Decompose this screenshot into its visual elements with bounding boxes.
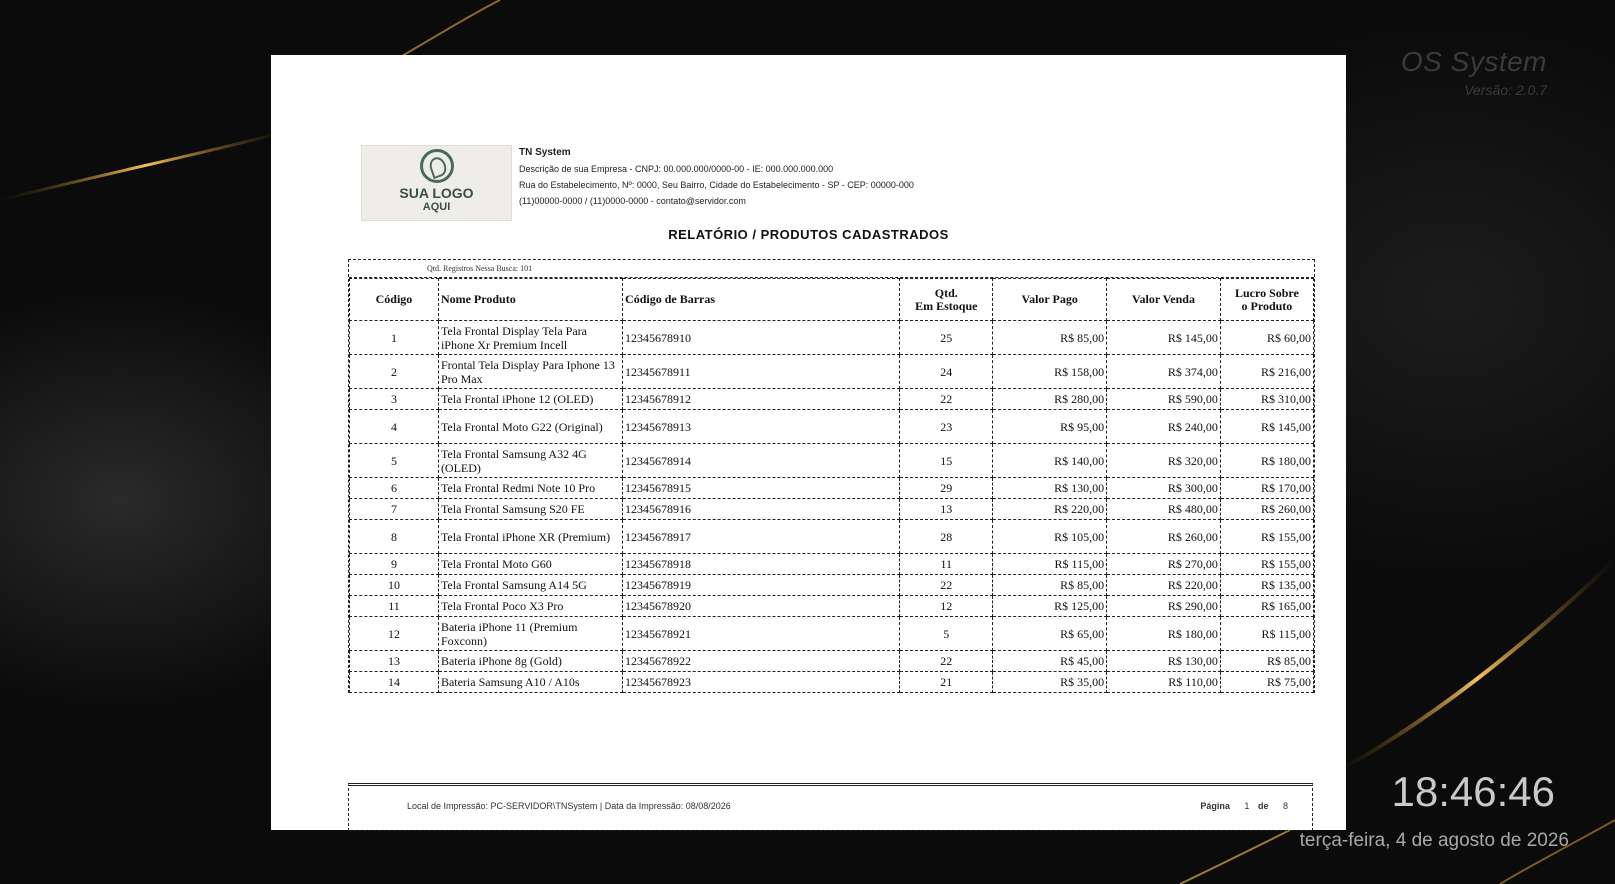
- cell-name: Bateria iPhone 8g (Gold): [438, 651, 622, 672]
- cell-name: Tela Frontal Moto G22 (Original): [438, 410, 622, 444]
- cell-qty: 15: [900, 444, 993, 478]
- cell-code: 8: [350, 520, 439, 554]
- page-current: 1: [1244, 801, 1250, 811]
- cell-code: 13: [350, 651, 439, 672]
- cell-profit: R$ 135,00: [1220, 575, 1313, 596]
- cell-profit: R$ 165,00: [1220, 596, 1313, 617]
- col-header-code: Código: [350, 279, 439, 321]
- cell-code: 9: [350, 554, 439, 575]
- cell-paid: R$ 140,00: [993, 444, 1107, 478]
- table-row: [350, 444, 1314, 478]
- cell-sale: R$ 290,00: [1107, 596, 1221, 617]
- cell-barcode: 12345678920: [623, 596, 900, 617]
- cell-name: Tela Frontal Samsung A14 5G: [438, 575, 622, 596]
- cell-code: 12: [350, 617, 439, 651]
- page-indicator: [1200, 801, 1294, 811]
- cell-paid: R$ 158,00: [993, 355, 1107, 389]
- app-branding: [1401, 46, 1547, 98]
- cell-qty: 13: [900, 499, 993, 520]
- col-header-paid: Valor Pago: [993, 279, 1107, 321]
- cell-name: Tela Frontal Poco X3 Pro: [438, 596, 622, 617]
- company-contact: (11)00000-0000 / (11)0000-0000 - contato@servidor.com: [519, 196, 746, 206]
- cell-code: 14: [350, 672, 439, 693]
- cell-paid: R$ 115,00: [993, 554, 1107, 575]
- cell-code: 7: [350, 499, 439, 520]
- col-header-sale: Valor Venda: [1107, 279, 1221, 321]
- col-header-barcode: Código de Barras: [623, 279, 900, 321]
- cell-paid: R$ 125,00: [993, 596, 1107, 617]
- cell-sale: R$ 480,00: [1107, 499, 1221, 520]
- col-header-qty: Qtd. Em Estoque: [900, 279, 993, 321]
- cell-paid: R$ 130,00: [993, 478, 1107, 499]
- cell-qty: 25: [900, 321, 993, 355]
- cell-qty: 28: [900, 520, 993, 554]
- cell-barcode: 12345678913: [623, 410, 900, 444]
- cell-name: Bateria Samsung A10 / A10s: [438, 672, 622, 693]
- cell-code: 11: [350, 596, 439, 617]
- table-row: [350, 389, 1314, 410]
- cell-name: Tela Frontal Samsung S20 FE: [438, 499, 622, 520]
- cell-paid: R$ 85,00: [993, 321, 1107, 355]
- cell-sale: R$ 374,00: [1107, 355, 1221, 389]
- cell-qty: 24: [900, 355, 993, 389]
- table-row: [350, 575, 1314, 596]
- logo-text-line2: AQUI: [422, 201, 451, 213]
- cell-qty: 12: [900, 596, 993, 617]
- cell-barcode: 12345678919: [623, 575, 900, 596]
- table-row: [350, 478, 1314, 499]
- table-header-row: [350, 279, 1314, 321]
- cell-sale: R$ 130,00: [1107, 651, 1221, 672]
- cell-profit: R$ 60,00: [1220, 321, 1313, 355]
- cell-barcode: 12345678911: [623, 355, 900, 389]
- products-table: [349, 278, 1314, 693]
- cell-sale: R$ 220,00: [1107, 575, 1221, 596]
- cell-name: Tela Frontal Samsung A32 4G (OLED): [438, 444, 622, 478]
- cell-paid: R$ 220,00: [993, 499, 1107, 520]
- table-row: [350, 596, 1314, 617]
- cell-paid: R$ 280,00: [993, 389, 1107, 410]
- app-version: Versão: 2.0.7: [1464, 82, 1547, 98]
- cell-profit: R$ 85,00: [1220, 651, 1313, 672]
- cell-sale: R$ 240,00: [1107, 410, 1221, 444]
- page-label: Página: [1200, 801, 1230, 811]
- cell-barcode: 12345678921: [623, 617, 900, 651]
- cell-profit: R$ 115,00: [1220, 617, 1313, 651]
- cell-qty: 22: [900, 575, 993, 596]
- clock-date: terça-feira, 4 de agosto de 2026: [1299, 830, 1569, 851]
- cell-qty: 29: [900, 478, 993, 499]
- cell-name: Tela Frontal iPhone 12 (OLED): [438, 389, 622, 410]
- cell-paid: R$ 105,00: [993, 520, 1107, 554]
- cell-barcode: 12345678914: [623, 444, 900, 478]
- logo-emblem-icon: [420, 149, 454, 183]
- table-row: [350, 554, 1314, 575]
- cell-qty: 23: [900, 410, 993, 444]
- cell-sale: R$ 590,00: [1107, 389, 1221, 410]
- cell-code: 6: [350, 478, 439, 499]
- products-table-container: [348, 259, 1315, 693]
- cell-name: Frontal Tela Display Para Iphone 13 Pro Max: [438, 355, 622, 389]
- table-row: [350, 499, 1314, 520]
- cell-code: 3: [350, 389, 439, 410]
- cell-profit: R$ 170,00: [1220, 478, 1313, 499]
- cell-barcode: 12345678915: [623, 478, 900, 499]
- cell-barcode: 12345678916: [623, 499, 900, 520]
- cell-barcode: 12345678918: [623, 554, 900, 575]
- cell-barcode: 12345678917: [623, 520, 900, 554]
- cell-barcode: 12345678910: [623, 321, 900, 355]
- cell-code: 1: [350, 321, 439, 355]
- cell-qty: 22: [900, 389, 993, 410]
- cell-barcode: 12345678922: [623, 651, 900, 672]
- cell-code: 2: [350, 355, 439, 389]
- cell-name: Tela Frontal Redmi Note 10 Pro: [438, 478, 622, 499]
- print-info: Local de Impressão: PC-SERVIDOR\TNSystem | Data da Impressão: 08/08/2026: [407, 801, 731, 811]
- cell-name: Tela Frontal Moto G60: [438, 554, 622, 575]
- cell-profit: R$ 155,00: [1220, 554, 1313, 575]
- cell-qty: 21: [900, 672, 993, 693]
- company-info: [519, 145, 914, 209]
- cell-name: Bateria iPhone 11 (Premium Foxconn): [438, 617, 622, 651]
- cell-profit: R$ 216,00: [1220, 355, 1313, 389]
- table-row: [350, 520, 1314, 554]
- cell-qty: 22: [900, 651, 993, 672]
- app-name: OS System: [1400, 46, 1547, 77]
- cell-paid: R$ 95,00: [993, 410, 1107, 444]
- page-of: de: [1257, 801, 1269, 811]
- cell-name: Tela Frontal iPhone XR (Premium): [438, 520, 622, 554]
- cell-profit: R$ 75,00: [1220, 672, 1313, 693]
- cell-paid: R$ 45,00: [993, 651, 1107, 672]
- cell-sale: R$ 260,00: [1107, 520, 1221, 554]
- clock-time: 18:46:46: [1391, 768, 1555, 815]
- cell-profit: R$ 310,00: [1220, 389, 1313, 410]
- company-logo-placeholder: [361, 145, 512, 221]
- cell-sale: R$ 300,00: [1107, 478, 1221, 499]
- report-footer: [348, 783, 1313, 831]
- cell-code: 4: [350, 410, 439, 444]
- cell-sale: R$ 145,00: [1107, 321, 1221, 355]
- company-name: TN System: [519, 147, 571, 158]
- cell-barcode: 12345678923: [623, 672, 900, 693]
- table-row: [350, 355, 1314, 389]
- cell-sale: R$ 180,00: [1107, 617, 1221, 651]
- cell-qty: 11: [900, 554, 993, 575]
- table-row: [350, 651, 1314, 672]
- report-preview-page: [271, 55, 1346, 830]
- table-row: [350, 672, 1314, 693]
- cell-profit: R$ 260,00: [1220, 499, 1313, 520]
- cell-barcode: 12345678912: [623, 389, 900, 410]
- table-row: [350, 617, 1314, 651]
- company-address: Rua do Estabelecimento, Nº: 0000, Seu Bairro, Cidade do Estabelecimento - SP - CEP: 00000-000: [519, 180, 914, 190]
- cell-profit: R$ 155,00: [1220, 520, 1313, 554]
- cell-qty: 5: [900, 617, 993, 651]
- col-header-profit: Lucro Sobre o Produto: [1220, 279, 1313, 321]
- page-total: 8: [1282, 801, 1288, 811]
- cell-code: 10: [350, 575, 439, 596]
- cell-sale: R$ 270,00: [1107, 554, 1221, 575]
- logo-text-line1: SUA LOGO: [399, 185, 474, 201]
- cell-paid: R$ 85,00: [993, 575, 1107, 596]
- cell-profit: R$ 145,00: [1220, 410, 1313, 444]
- cell-paid: R$ 35,00: [993, 672, 1107, 693]
- cell-sale: R$ 320,00: [1107, 444, 1221, 478]
- cell-name: Tela Frontal Display Tela Para iPhone Xr Premium Incell: [438, 321, 622, 355]
- col-header-name: Nome Produto: [438, 279, 622, 321]
- cell-sale: R$ 110,00: [1107, 672, 1221, 693]
- records-count: Qtd. Registros Nessa Busca: 101: [349, 260, 1314, 278]
- cell-code: 5: [350, 444, 439, 478]
- cell-profit: R$ 180,00: [1220, 444, 1313, 478]
- cell-paid: R$ 65,00: [993, 617, 1107, 651]
- table-row: [350, 321, 1314, 355]
- report-title: RELATÓRIO / PRODUTOS CADASTRADOS: [668, 227, 949, 242]
- company-description: Descrição de sua Empresa - CNPJ: 00.000.000/0000-00 - IE: 000.000.000.000: [519, 164, 834, 174]
- table-row: [350, 410, 1314, 444]
